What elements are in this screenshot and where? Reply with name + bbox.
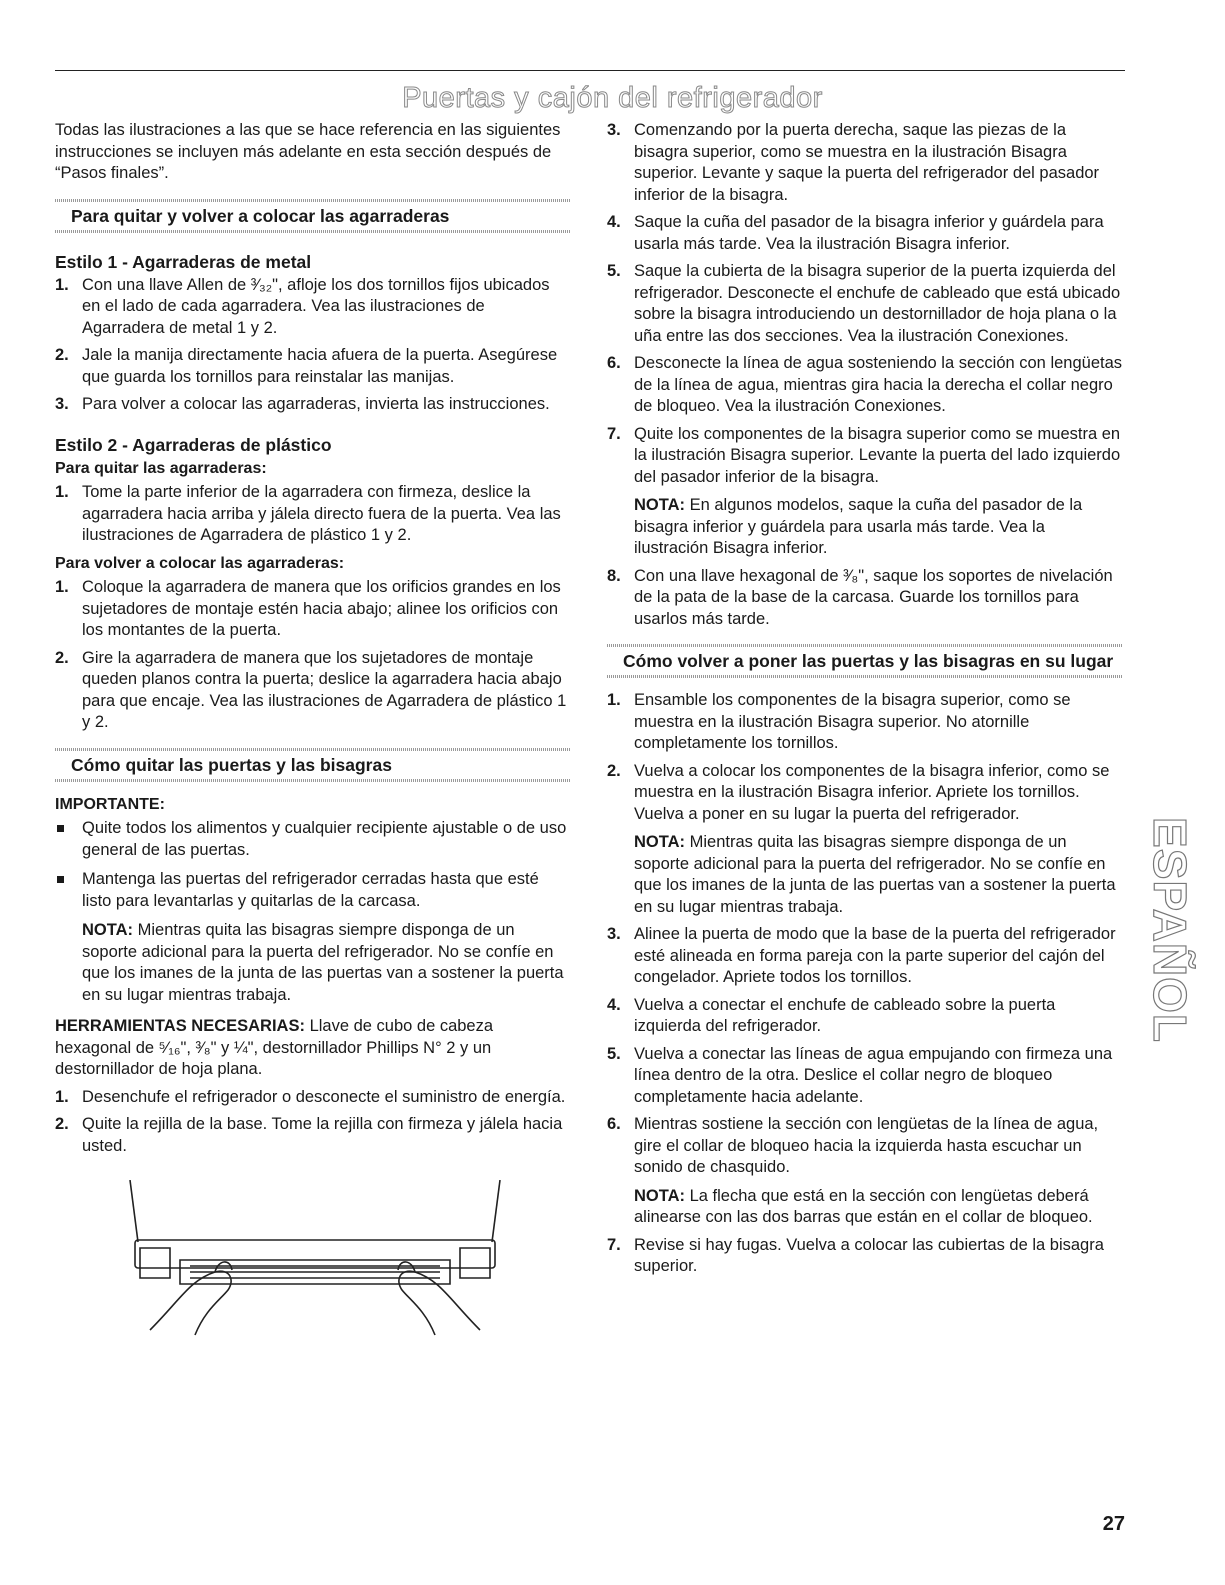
tools-text: Llave de cubo de cabeza hexagonal de ⁵⁄₁₆", ³⁄₈" y ¼", destornillador Phillips N° 2 y un destornillador de hoja plana. bbox=[55, 1017, 494, 1078]
list-item bbox=[55, 1114, 570, 1157]
section-heading-replace-doors: Cómo volver a poner las puertas y las bisagras en su lugar bbox=[607, 644, 1122, 678]
step-text: Saque la cuña del pasador de la bisagra inferior y guárdela para usarla más tarde. Vea la ilustración Bisagra inferior. bbox=[634, 213, 1104, 253]
list-item bbox=[607, 1235, 1122, 1278]
step-number: 2. bbox=[55, 648, 69, 667]
step-text: Vuelva a conectar el enchufe de cableado sobre la puerta izquierda del refrigerador. bbox=[634, 995, 1056, 1035]
remove-handles-steps bbox=[55, 482, 570, 547]
side-tab-label: ESPAÑOL bbox=[1144, 817, 1196, 1043]
right-column bbox=[607, 120, 1122, 1284]
step-number: 1. bbox=[55, 578, 69, 596]
list-item bbox=[607, 690, 1122, 755]
step-text: Ensamble los componentes de la bisagra superior, como se muestra en la ilustración Bisagra superior. No atornille completamente los tornillos. bbox=[634, 691, 1071, 752]
step-number: 3. bbox=[607, 121, 621, 139]
step-text: Vuelva a colocar los componentes de la bisagra inferior, como se muestra en la ilustración Bisagra inferior. Apriete los tornillos. Vuelva a poner en su lugar la puerta del refrigerador. bbox=[634, 761, 1110, 823]
step-text: Quite la rejilla de la base. Tome la rejilla con firmeza y jálela hacia usted. bbox=[82, 1115, 563, 1155]
note-label: NOTA: bbox=[634, 833, 686, 851]
step-number: 2. bbox=[55, 1115, 69, 1133]
important-label: IMPORTANTE: bbox=[55, 795, 165, 813]
step-number: 7. bbox=[607, 1235, 621, 1254]
step-text: Para volver a colocar las agarraderas, invierta las instrucciones. bbox=[82, 395, 550, 413]
page-title: Puertas y cajón del refrigerador bbox=[402, 82, 823, 114]
list-item bbox=[607, 924, 1122, 989]
intro-paragraph: Todas las ilustraciones a las que se hace referencia en las siguientes instrucciones se incluyen más adelante en esta sección después de “Pasos finales”. bbox=[55, 121, 561, 182]
list-item bbox=[55, 648, 570, 734]
style1-steps bbox=[55, 275, 570, 416]
doors-note bbox=[55, 920, 570, 1006]
list-item bbox=[607, 995, 1122, 1038]
step-number: 1. bbox=[55, 1087, 69, 1106]
list-item bbox=[607, 1044, 1122, 1109]
note-text: En algunos modelos, saque la cuña del pasador de la bisagra inferior y guárdela para usarla más tarde. Vea la ilustración Bisagra inferior. bbox=[634, 496, 1083, 557]
step-number: 7. bbox=[607, 424, 621, 443]
step-number: 1. bbox=[55, 275, 69, 294]
step-number: 6. bbox=[607, 354, 621, 372]
list-item bbox=[55, 1087, 570, 1109]
list-item bbox=[607, 261, 1122, 347]
page-number: 27 bbox=[1102, 1513, 1125, 1535]
note-label: NOTA: bbox=[634, 1186, 686, 1205]
step-number: 3. bbox=[607, 925, 621, 943]
note-label: NOTA: bbox=[634, 496, 686, 514]
left-column bbox=[55, 120, 570, 1163]
step-number: 4. bbox=[607, 213, 621, 231]
section-heading-handles: Para quitar y volver a colocar las agarraderas bbox=[55, 199, 570, 233]
step-number: 5. bbox=[607, 1044, 621, 1063]
step-text: Desconecte la línea de agua sosteniendo la sección con lengüetas de la línea de agua, mientras gira hacia la derecha el collar negro de bloqueo. Vea la ilustración Conexiones. bbox=[634, 354, 1123, 415]
list-item bbox=[607, 353, 1122, 418]
doors-steps-left bbox=[55, 1087, 570, 1158]
step-number: 4. bbox=[607, 995, 621, 1014]
section-heading-doors: Cómo quitar las puertas y las bisagras bbox=[55, 748, 570, 782]
step-text: Gire la agarradera de manera que los sujetadores de montaje queden planos contra la puerta; deslice la agarradera hacia abajo para que encaje. Vea las ilustraciones de Agarradera de plástico 1 y 2. bbox=[82, 648, 567, 731]
step-text: Saque la cubierta de la bisagra superior de la puerta izquierda del refrigerador. Desconecte el enchufe de cableado que está ubicado sobre la bisagra introduciendo un destornillador de hoja plana o la uña entre las dos secciones. Vea la ilustración Conexiones. bbox=[634, 262, 1121, 345]
step-text: Coloque la agarradera de manera que los orificios grandes en los sujetadores de montaje estén hacia abajo; alinee los orificios con los montantes de la puerta. bbox=[82, 578, 561, 639]
step-text: Jale la manija directamente hacia afuera de la puerta. Asegúrese que guarda los tornillos para reinstalar las manijas. bbox=[82, 346, 558, 386]
base-grille-illustration bbox=[120, 1180, 510, 1340]
note-label: NOTA: bbox=[82, 921, 134, 939]
step-note bbox=[634, 495, 1122, 560]
note-text: Mientras quita las bisagras siempre disponga de un soporte adicional para la puerta del refrigerador. No se confíe en que los imanes de la junta de las puertas van a sostener la puerta en su lugar mientras trabaja. bbox=[82, 921, 564, 1004]
list-item bbox=[607, 212, 1122, 255]
bullet-item: Quite todos los alimentos y cualquier recipiente ajustable o de uso general de las puertas. bbox=[55, 818, 570, 861]
step-number: 1. bbox=[55, 483, 69, 501]
doors-steps-right bbox=[607, 120, 1122, 630]
language-side-tab bbox=[1144, 800, 1196, 1060]
step-text: Comenzando por la puerta derecha, saque las piezas de la bisagra superior, como se muestra en la ilustración Bisagra superior. Levante y saque la puerta del refrigerador del pasador inferior de la bisagra. bbox=[634, 121, 1100, 204]
step-number: 2. bbox=[55, 346, 69, 364]
step-text: Desenchufe el refrigerador o desconecte el suministro de energía. bbox=[82, 1087, 566, 1106]
step-text: Con una llave hexagonal de ³⁄₈", saque los soportes de nivelación de la pata de la base de la carcasa. Guarde los tornillos para usarlos más tarde. bbox=[634, 566, 1113, 628]
step-number: 3. bbox=[55, 395, 69, 413]
step-text: Alinee la puerta de modo que la base de la puerta del refrigerador esté alineada en forma pareja con la parte superior del cajón del congelador. Apriete todos los tornillos. bbox=[634, 925, 1116, 986]
step-note bbox=[634, 832, 1122, 918]
list-item bbox=[55, 394, 570, 416]
step-text: Tome la parte inferior de la agarradera con firmeza, deslice la agarradera hacia arriba y jálela directo fuera de la puerta. Vea las ilustraciones de Agarradera de plástico 1 y 2. bbox=[82, 483, 561, 544]
style1-title: Estilo 1 - Agarraderas de metal bbox=[55, 251, 312, 272]
list-item bbox=[55, 482, 570, 547]
tools-paragraph bbox=[55, 1016, 570, 1081]
note-text: La flecha que está en la sección con lengüetas deberá alinearse con las dos barras que están en el collar de bloqueo. bbox=[634, 1186, 1093, 1226]
step-text: Mientras sostiene la sección con lengüetas de la línea de agua, gire el collar de bloqueo hacia la izquierda hasta escuchar un sonido de chasquido. bbox=[634, 1115, 1099, 1176]
style2-title: Estilo 2 - Agarraderas de plástico bbox=[55, 434, 332, 455]
step-text: Quite los componentes de la bisagra superior como se muestra en la ilustración Bisagra superior. Levante la puerta del lado izquierdo del pasador inferior de la bisagra. bbox=[634, 424, 1121, 486]
step-text: Vuelva a conectar las líneas de agua empujando con firmeza una línea dentro de la otra. Deslice el collar negro de bloqueo completamente hacia adelante. bbox=[634, 1044, 1113, 1106]
step-number: 5. bbox=[607, 262, 621, 280]
list-item bbox=[607, 761, 1122, 919]
step-number: 8. bbox=[607, 566, 621, 585]
replace-handles-title: Para volver a colocar las agarraderas: bbox=[55, 554, 345, 572]
step-number: 2. bbox=[607, 761, 621, 780]
list-item bbox=[607, 424, 1122, 560]
list-item bbox=[55, 345, 570, 388]
bullet-item: Mantenga las puertas del refrigerador cerradas hasta que esté listo para levantarlas y quitarlas de la carcasa. bbox=[55, 869, 570, 912]
step-text: Con una llave Allen de ³⁄₃₂", afloje los dos tornillos fijos ubicados en el lado de cada agarradera. Vea las ilustraciones de Agarradera de metal 1 y 2. bbox=[82, 275, 550, 337]
step-number: 1. bbox=[607, 691, 621, 709]
list-item bbox=[55, 577, 570, 642]
list-item bbox=[55, 275, 570, 340]
important-bullets bbox=[55, 818, 570, 912]
step-text: Revise si hay fugas. Vuelva a colocar las cubiertas de la bisagra superior. bbox=[634, 1235, 1104, 1275]
tools-label: HERRAMIENTAS NECESARIAS: bbox=[55, 1017, 305, 1035]
top-rule bbox=[55, 70, 1125, 71]
replace-handles-steps bbox=[55, 577, 570, 734]
step-number: 6. bbox=[607, 1115, 621, 1133]
remove-handles-title: Para quitar las agarraderas: bbox=[55, 459, 267, 477]
step-note bbox=[634, 1186, 1122, 1229]
replace-doors-steps bbox=[607, 690, 1122, 1278]
list-item bbox=[607, 566, 1122, 631]
list-item bbox=[607, 1114, 1122, 1229]
list-item bbox=[607, 120, 1122, 206]
note-text: Mientras quita las bisagras siempre disponga de un soporte adicional para la puerta del refrigerador. No se confíe en que los imanes de la junta de las puertas van a sostener la puerta en su lugar mientras trabaja. bbox=[634, 833, 1116, 916]
